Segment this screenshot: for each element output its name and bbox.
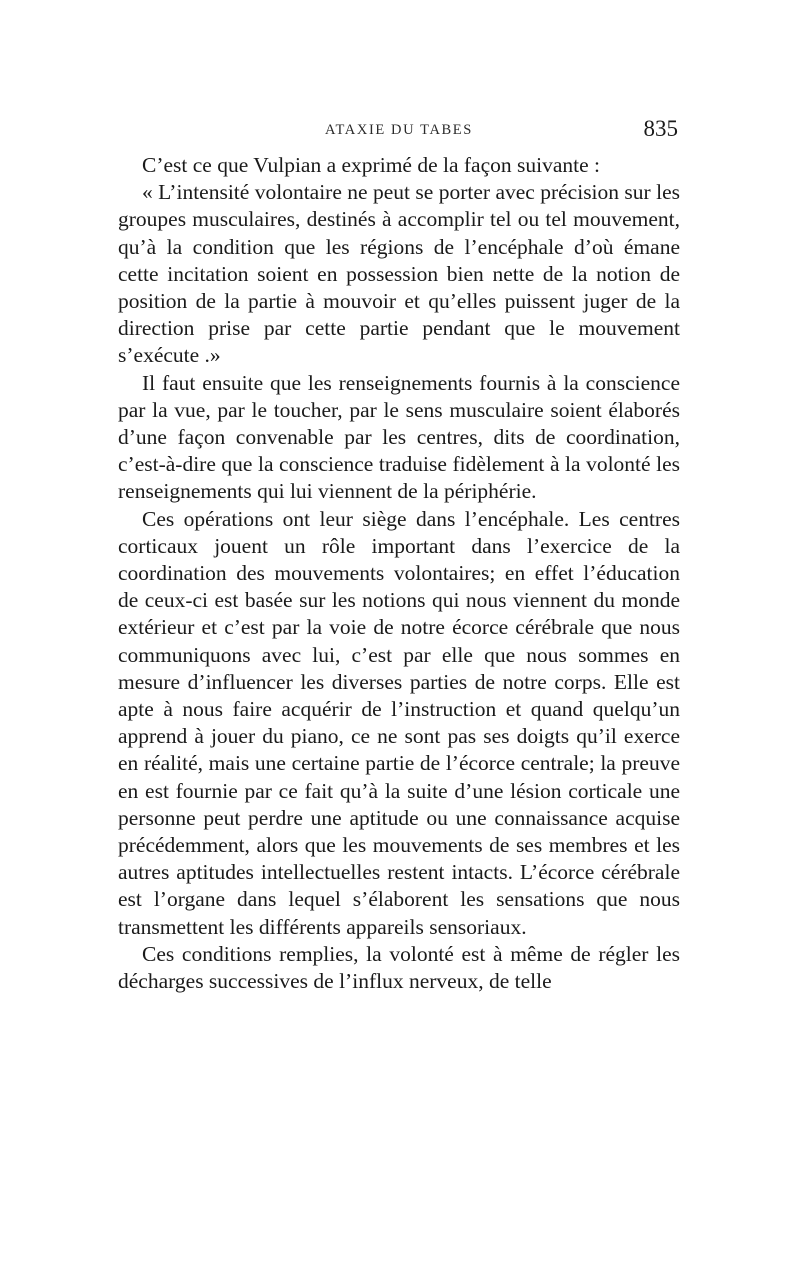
paragraph: « L’intensité volontaire ne peut se porter avec précision sur les groupes musculaires, destinés à accomplir tel ou tel mouvement, qu’à la condition que les régions de l’encéphale d’où émane cette incitation soient en possession bien nette de la notion de position de la partie à mouvoir et qu’elles puissent juger de la direction prise par cette partie pendant que le mouvement s’exécute .» bbox=[118, 180, 680, 368]
body-text bbox=[118, 152, 680, 995]
paragraph: Ces opérations ont leur siège dans l’encéphale. Les centres corticaux jouent un rôle important dans l’exercice de la coordination des mouvements volontaires; en effet l’éducation de ceux-ci est basée sur les notions qui nous viennent du monde extérieur et c’est par la voie de notre écorce cérébrale que nous communiquons avec lui, c’est par elle que nous sommes en mesure d’influencer les diverses parties de notre corps. Elle est apte à nous faire acquérir de l’instruction et quand quelqu’un apprend à jouer du piano, ce ne sont pas ses doigts qu’il exerce en réalité, mais une certaine partie de l’écorce centrale; la preuve en est fournie par ce fait qu’à la suite d’une lésion corticale une personne peut perdre une aptitude ou une connaissance acquise précédemment, alors que les mouvements de ses membres et les autres aptitudes intellectuelles restent intacts. L’écorce cérébrale est l’organe dans lequel s’élaborent les sensations que nous transmettent les différents appareils sensoriaux. bbox=[118, 506, 680, 939]
paragraph: C’est ce que Vulpian a exprimé de la façon suivante : bbox=[142, 153, 601, 177]
running-header bbox=[118, 116, 680, 140]
page-number: 835 bbox=[643, 116, 678, 141]
running-title: ATAXIE DU TABES bbox=[325, 122, 473, 138]
paragraph: Ces conditions remplies, la volonté est à même de régler les décharges successives de l’influx nerveux, de telle bbox=[118, 941, 680, 994]
paragraph: Il faut ensuite que les renseignements fournis à la conscience par la vue, par le toucher, par le sens musculaire soient élaborés d’une façon convenable par les centres, dits de coordination, c’est-à-dire que la conscience traduise fidèlement à la volonté les renseignements qui lui viennent de la périphérie. bbox=[118, 370, 680, 504]
